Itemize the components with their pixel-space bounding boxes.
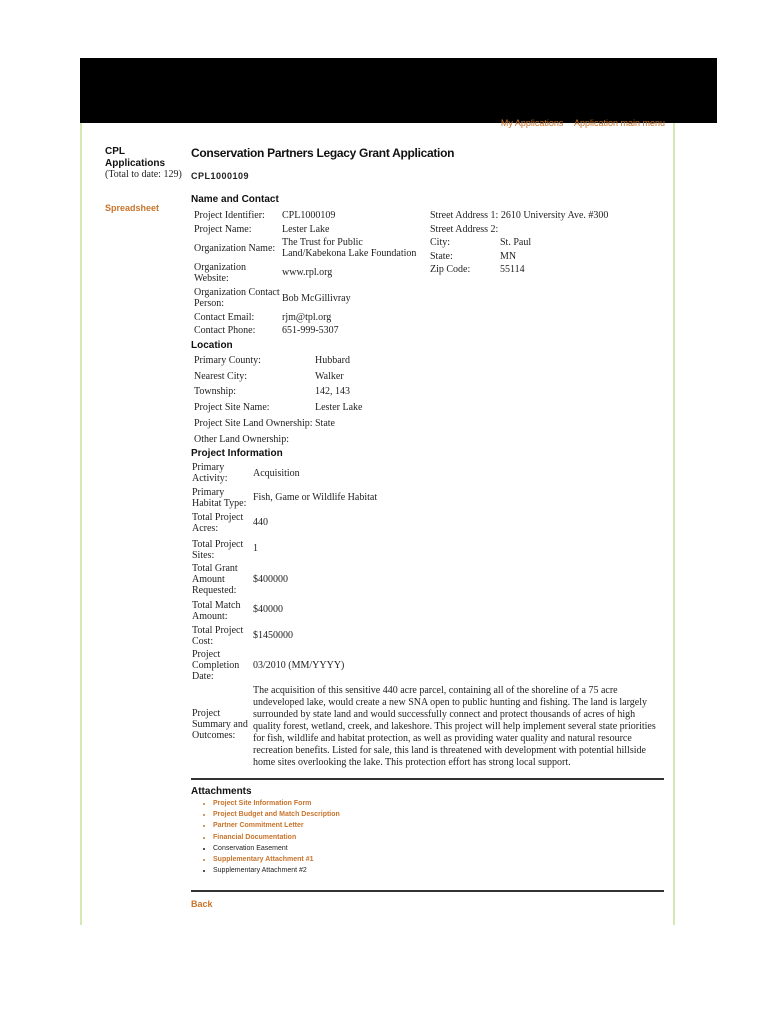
street2-field: Street Address 2: [430,224,499,235]
field-label: Project [192,708,221,719]
field-value: 142, 143 [315,386,350,397]
field-label: Habitat Type: [192,498,247,509]
divider [191,890,664,892]
field-label: Organization [194,262,247,273]
field-value: St. Paul [500,237,532,248]
main-menu-link[interactable]: Application main menu [573,118,665,128]
field-value: Fish, Game or Wildlife Habitat [253,492,378,503]
field-value: rjm@tpl.org [282,312,332,323]
field-label: Contact Email: [194,312,255,323]
field-value: 1 [253,543,258,554]
field-label: Sites: [192,550,215,561]
field-label: Cost: [192,636,214,647]
field-label: City: [430,237,451,248]
field-value: Bob McGillivray [282,293,351,304]
field-value: $1450000 [253,630,293,641]
attachment-link[interactable]: • Project Budget and Match Description [213,809,340,820]
field-value: The Trust for Public [282,237,363,248]
field-label: Project Site Land Ownership: [194,418,313,429]
sidebar-title [105,146,165,170]
field-label: Acres: [192,523,219,534]
project-info-heading: Project Information [191,448,283,459]
field-value: Lester Lake [282,224,330,235]
application-id: CPL1000109 [191,171,250,181]
header-banner [80,58,717,123]
field-label: Organization Name: [194,243,276,254]
field-label: Date: [192,671,214,682]
my-applications-link[interactable]: My Applications [500,118,564,128]
divider [191,778,664,780]
attachment-link[interactable]: • Partner Commitment Letter [213,820,340,831]
field-label: State: [430,251,453,262]
field-value: www.rpl.org [282,267,333,278]
attachment-link[interactable]: • Supplementary Attachment #1 [213,854,340,865]
field-label: Project Name: [194,224,252,235]
field-label: Primary County: [194,355,261,366]
field-label: Website: [194,273,229,284]
field-label: Outcomes: [192,730,236,741]
name-contact-heading: Name and Contact [191,194,279,205]
attachment-link[interactable]: • Project Site Information Form [213,798,340,809]
back-link[interactable]: Back [191,899,213,909]
field-value: Lester Lake [315,402,363,413]
field-label: Total Project [192,512,244,523]
field-label: Amount [192,574,225,585]
project-summary: The acquisition of this sensitive 440 acre parcel, containing all of the shoreline of a 75 acre undeveloped lake, would create a new SNA open to public hunting and fishing. The land is largely surrounded by state land and would successfully connect and protect thousands of acres of high quality forest, wetland, creek, and lakeshore. This project will help implement several state priorities for fish, wildlife and habitat protection, as well as providing water quality and natural resource recreation benefits. Listed for sale, this land is threatened with development with potential hillside home sites overlooking the lake. This protection effort has strong local support. [253,685,656,768]
field-value: 03/2010 (MM/YYYY) [253,660,345,671]
attachments-heading: Attachments [191,786,252,797]
field-label: Primary [192,462,225,473]
field-value: 651-999-5307 [282,325,339,336]
field-label: Primary [192,487,225,498]
field-value: Walker [315,371,344,382]
field-label: Project Site Name: [194,402,270,413]
field-value: $400000 [253,574,288,585]
field-value: 440 [253,517,268,528]
spreadsheet-link[interactable]: Spreadsheet [105,203,160,213]
field-value: State [315,418,335,429]
location-heading: Location [191,340,233,351]
field-label: Project Identifier: [194,210,265,221]
sidebar-total: (Total to date: 129) [105,169,182,180]
field-value: Land/Kabekona Lake Foundation [282,248,417,259]
field-value: Hubbard [315,355,350,366]
attachment-item: • Conservation Easement [213,843,340,854]
field-label: Contact Phone: [194,325,256,336]
field-value: $40000 [253,604,283,615]
field-value: CPL1000109 [282,210,336,221]
field-value: 55114 [500,264,525,275]
sidebar-title-line2: Applications [105,158,166,169]
field-label: Total Grant [192,563,238,574]
top-nav [493,118,665,128]
field-value: MN [500,251,517,262]
field-label: Activity: [192,473,228,484]
field-label: Summary and [192,719,248,730]
page-title: Conservation Partners Legacy Grant Application [191,146,455,160]
field-value: Acquisition [253,468,300,479]
field-label: Nearest City: [194,371,248,382]
field-label: Township: [194,386,237,397]
field-label: Zip Code: [430,264,471,275]
field-label: Amount: [192,611,228,622]
field-label: Organization Contact [194,287,280,298]
field-label: Total Project [192,625,244,636]
field-label: Total Match [192,600,241,611]
field-label: Completion [192,660,240,671]
field-label: Total Project [192,539,244,550]
field-label: Person: [194,298,224,309]
field-label: Other Land Ownership: [194,434,289,445]
attachment-link[interactable]: • Financial Documentation [213,832,340,843]
attachments-list [191,798,340,876]
attachment-item: • Supplementary Attachment #2 [213,865,340,876]
sidebar-title-line1: CPL [105,146,125,157]
street1-field: Street Address 1: 2610 University Ave. #300 [430,210,609,221]
field-label: Project [192,649,221,660]
field-label: Requested: [192,585,237,596]
page-frame [80,118,675,925]
